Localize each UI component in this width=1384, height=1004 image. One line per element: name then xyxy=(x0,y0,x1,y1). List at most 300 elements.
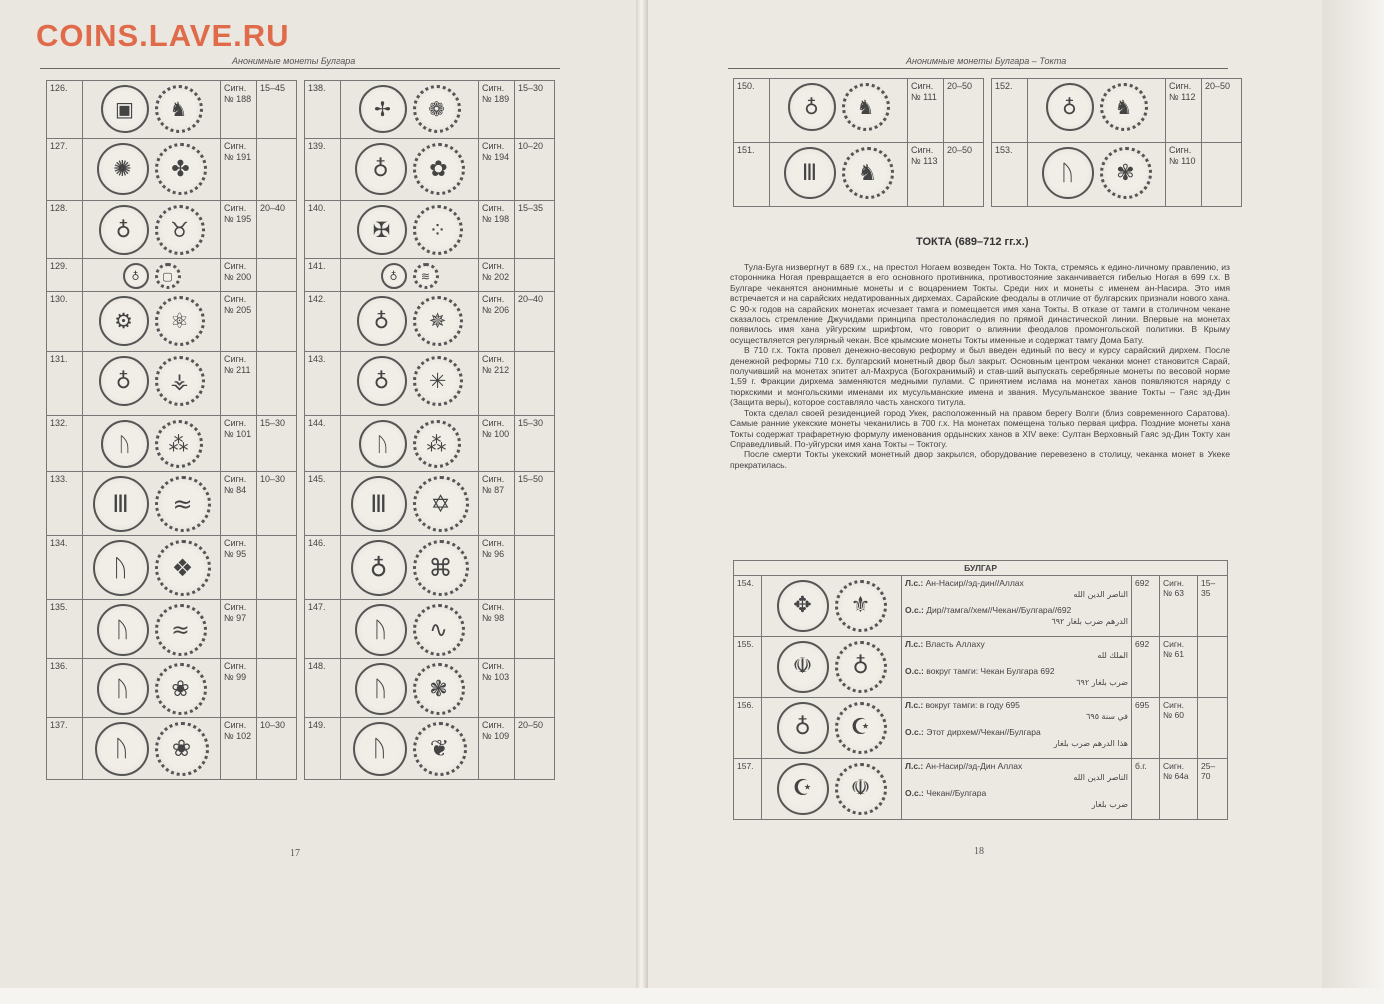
coin-row xyxy=(47,201,555,259)
reference-number: Сигн. № 97 xyxy=(221,600,257,659)
coin-image-cell xyxy=(83,718,221,780)
obverse-arabic: في سنة ٦٩٥ xyxy=(1086,712,1128,721)
coin-obverse-drawing: ♁ xyxy=(788,83,836,131)
coin-obverse-drawing: ♁ xyxy=(99,356,149,406)
reference-number: Сигн. № 206 xyxy=(479,292,515,352)
reverse-arabic: ضرب بلغار ٦٩٢ xyxy=(1076,678,1128,687)
coin-image-cell xyxy=(1028,143,1166,207)
coin-obverse-drawing: Ⅲ xyxy=(351,476,407,532)
coin-reverse-drawing: ▢ xyxy=(155,263,181,289)
column-gap xyxy=(984,143,992,207)
reference-number: Сигн. № 101 xyxy=(221,416,257,472)
coin-row xyxy=(47,472,555,536)
price-range xyxy=(257,352,297,416)
coin-images xyxy=(86,294,217,346)
catalog-number: 147. xyxy=(305,600,341,659)
inscription-cell xyxy=(902,759,1132,820)
coin-row xyxy=(47,718,555,780)
coin-reverse-drawing: ♉ xyxy=(155,205,205,255)
book-spine xyxy=(636,0,648,1004)
obverse-text: Ан-Насир//эд-дин//Аллах xyxy=(925,578,1024,588)
coin-images xyxy=(1031,145,1162,199)
catalog-number: 130. xyxy=(47,292,83,352)
obverse-label: Л.с.: xyxy=(905,639,924,649)
catalog-row xyxy=(734,637,1228,698)
coin-row xyxy=(47,139,555,201)
coin-reverse-drawing: ♞ xyxy=(842,147,894,199)
coin-images xyxy=(86,261,217,289)
coin-reverse-drawing: ♞ xyxy=(1100,83,1148,131)
year: б.г. xyxy=(1132,759,1160,820)
coin-image-cell xyxy=(341,352,479,416)
price-range: 20–50 xyxy=(515,718,555,780)
reference-number: Сигн. № 98 xyxy=(479,600,515,659)
coin-image-cell xyxy=(83,139,221,201)
catalog-number: 150. xyxy=(734,79,770,143)
coin-row xyxy=(734,143,1242,207)
reference-number: Сигн. № 64а xyxy=(1160,759,1198,820)
catalog-number: 140. xyxy=(305,201,341,259)
catalog-number: 154. xyxy=(734,576,762,637)
coin-images xyxy=(765,639,898,693)
left-page-number: 17 xyxy=(290,848,300,859)
coin-image-cell xyxy=(83,659,221,718)
coin-images xyxy=(344,661,475,715)
reverse-arabic: ضرب بلغار xyxy=(1091,800,1128,809)
year: 692 xyxy=(1132,576,1160,637)
left-running-head: Анонимные монеты Булгара xyxy=(232,56,356,66)
price-range xyxy=(257,292,297,352)
coin-image-cell xyxy=(83,292,221,352)
reference-number: Сигн. № 61 xyxy=(1160,637,1198,698)
reference-number: Сигн. № 60 xyxy=(1160,698,1198,759)
reference-number: Сигн. № 212 xyxy=(479,352,515,416)
obverse-arabic: الناصر الدين الله xyxy=(1073,773,1128,782)
coin-image-cell xyxy=(762,698,902,759)
coin-image-cell xyxy=(762,576,902,637)
catalog-number: 146. xyxy=(305,536,341,600)
obverse-label: Л.с.: xyxy=(905,761,924,771)
coin-images xyxy=(344,538,475,596)
coin-row xyxy=(47,659,555,718)
reverse-arabic: الدرهم ضرب بلغار ٦٩٢ xyxy=(1051,617,1128,626)
coin-obverse-drawing: ▣ xyxy=(101,85,149,133)
coin-images xyxy=(344,474,475,532)
coin-image-cell xyxy=(762,759,902,820)
price-range: 25–70 xyxy=(1198,759,1228,820)
price-range: 20–40 xyxy=(257,201,297,259)
coin-reverse-drawing: ⌘ xyxy=(413,540,469,596)
coin-reverse-drawing: ♞ xyxy=(842,83,890,131)
catalog-number: 128. xyxy=(47,201,83,259)
coin-obverse-drawing: ♁ xyxy=(351,540,407,596)
catalog-number: 136. xyxy=(47,659,83,718)
coin-images xyxy=(344,261,475,289)
price-range xyxy=(515,536,555,600)
reverse-label: О.с.: xyxy=(905,605,924,615)
coin-reverse-drawing: ❁ xyxy=(413,85,461,133)
right-head-rule xyxy=(728,68,1228,69)
left-coin-table xyxy=(46,80,555,780)
coin-reverse-drawing: ⁂ xyxy=(413,420,461,468)
catalog-number: 135. xyxy=(47,600,83,659)
catalog-number: 148. xyxy=(305,659,341,718)
coin-reverse-drawing: ❃ xyxy=(413,663,465,715)
coin-images xyxy=(344,602,475,656)
column-gap xyxy=(297,292,305,352)
coin-images xyxy=(1031,81,1162,131)
catalog-number: 127. xyxy=(47,139,83,201)
reference-number: Сигн. № 96 xyxy=(479,536,515,600)
obverse-description xyxy=(905,639,1128,649)
coin-obverse-drawing: ♁ xyxy=(357,296,407,346)
coin-image-cell xyxy=(83,81,221,139)
column-gap xyxy=(297,81,305,139)
price-range: 10–20 xyxy=(515,139,555,201)
coin-row xyxy=(47,536,555,600)
coin-image-cell xyxy=(83,352,221,416)
coin-image-cell xyxy=(1028,79,1166,143)
column-gap xyxy=(297,352,305,416)
catalog-number: 152. xyxy=(992,79,1028,143)
catalog-row xyxy=(734,759,1228,820)
reference-number: Сигн. № 202 xyxy=(479,259,515,292)
reverse-label: О.с.: xyxy=(905,788,924,798)
coin-images xyxy=(86,418,217,468)
coin-obverse-drawing: ᚢ xyxy=(95,722,149,776)
coin-reverse-drawing: ⚶ xyxy=(155,356,205,406)
coin-row xyxy=(734,79,1242,143)
coin-obverse-drawing: ♁ xyxy=(777,702,829,754)
catalog-number: 141. xyxy=(305,259,341,292)
coin-image-cell xyxy=(83,416,221,472)
obverse-text: вокруг тамги: в году 695 xyxy=(925,700,1020,710)
price-range: 20–40 xyxy=(515,292,555,352)
catalog-number: 138. xyxy=(305,81,341,139)
coin-reverse-drawing: ✵ xyxy=(413,296,463,346)
price-range: 20–50 xyxy=(1202,79,1242,143)
reverse-description xyxy=(905,788,1128,798)
coin-reverse-drawing: ✿ xyxy=(413,143,465,195)
coin-images xyxy=(86,203,217,255)
right-running-head: Анонимные монеты Булгара – Токта xyxy=(906,56,1067,66)
catalog-number: 157. xyxy=(734,759,762,820)
coin-obverse-drawing: ☪ xyxy=(777,763,829,815)
coin-reverse-drawing: ❦ xyxy=(413,722,467,776)
catalog-number: 156. xyxy=(734,698,762,759)
reference-number: Сигн. № 111 xyxy=(908,79,944,143)
paragraph: Токта сделал своей резиденцией город Укек, расположенный на правом берегу Волги (близ современного Саратова). Самые ранние укекские монеты чеканились в 700 г.х. На монетах помещена только первая цифра. Поздние монеты хана Токты содержат трафаретную формулу именования ордынских ханов в XIV веке: Султан Верховный Гаяс эд-Дин Токту хан Справедливый. По-уйгурски имя хана Токты – Токтогу. xyxy=(730,407,1230,449)
reference-number: Сигн. № 195 xyxy=(221,201,257,259)
price-range: 15–35 xyxy=(515,201,555,259)
scan-margin xyxy=(0,988,1384,1004)
catalog-number: 134. xyxy=(47,536,83,600)
reverse-text: Этот дирхем//Чекан//Булгара xyxy=(926,727,1041,737)
coin-image-cell xyxy=(341,600,479,659)
reference-number: Сигн. № 198 xyxy=(479,201,515,259)
obverse-description xyxy=(905,700,1128,710)
column-gap xyxy=(297,139,305,201)
catalog-row xyxy=(734,576,1228,637)
obverse-label: Л.с.: xyxy=(905,578,924,588)
coin-images xyxy=(344,141,475,195)
coin-obverse-drawing: ♁ xyxy=(1046,83,1094,131)
coin-image-cell xyxy=(83,201,221,259)
coin-obverse-drawing: Ⅲ xyxy=(93,476,149,532)
inscription-cell xyxy=(902,576,1132,637)
price-range: 15–30 xyxy=(515,81,555,139)
coin-reverse-drawing: ✡ xyxy=(413,476,469,532)
price-range xyxy=(257,259,297,292)
coin-obverse-drawing: ✺ xyxy=(97,143,149,195)
catalog-number: 139. xyxy=(305,139,341,201)
coin-row xyxy=(47,416,555,472)
coin-reverse-drawing: ⚜ xyxy=(835,580,887,632)
right-coin-table xyxy=(733,78,1242,207)
catalog-number: 133. xyxy=(47,472,83,536)
column-gap xyxy=(297,718,305,780)
coin-reverse-drawing: ⁘ xyxy=(413,205,463,255)
coin-obverse-drawing: ♁ xyxy=(123,263,149,289)
reverse-label: О.с.: xyxy=(905,727,924,737)
catalog-number: 137. xyxy=(47,718,83,780)
coin-images xyxy=(344,83,475,133)
coin-obverse-drawing: ✥ xyxy=(777,580,829,632)
price-range xyxy=(1202,143,1242,207)
price-range: 15–35 xyxy=(1198,576,1228,637)
coin-reverse-drawing: ☫ xyxy=(835,763,887,815)
coin-images xyxy=(344,354,475,406)
price-range: 15–30 xyxy=(515,416,555,472)
coin-reverse-drawing: ≋ xyxy=(413,263,439,289)
coin-obverse-drawing: ♁ xyxy=(381,263,407,289)
price-range: 15–50 xyxy=(515,472,555,536)
coin-image-cell xyxy=(83,536,221,600)
coin-obverse-drawing: ♁ xyxy=(355,143,407,195)
coin-images xyxy=(765,700,898,754)
coin-row xyxy=(47,292,555,352)
reverse-arabic: هذا الدرهم ضرب بلغار xyxy=(1053,739,1128,748)
coin-reverse-drawing: ⁂ xyxy=(155,420,203,468)
price-range: 20–50 xyxy=(944,79,984,143)
coin-obverse-drawing: ᚢ xyxy=(101,420,149,468)
coin-reverse-drawing: ≈ xyxy=(155,604,207,656)
reference-number: Сигн. № 102 xyxy=(221,718,257,780)
coin-image-cell xyxy=(341,201,479,259)
price-range xyxy=(257,139,297,201)
inscription-cell xyxy=(902,637,1132,698)
obverse-text: Ан-Насир//эд-Дин Аллах xyxy=(925,761,1023,771)
section-title: ТОКТА (689–712 гг.х.) xyxy=(916,236,1029,248)
reference-number: Сигн. № 99 xyxy=(221,659,257,718)
year: 692 xyxy=(1132,637,1160,698)
paragraph: В 710 г.х. Токта провел денежно-весовую реформу и был введен единый по весу и курсу сарайский дирхем. После денежной реформы 710 г.х. булгарский монетный двор был закрыт. Основным центром чеканки монет становится Сарай, получивший на монетах эпитет ал-Махруса (Богохранимый) и став-ший выпускать серебряные монеты по весовой норме 1,59 г. Фракции дирхема заменяются медными пулами. С принятием ислама на монетах ханов появляются наряду с тюркскими и монгольскими именами их мусульманские имена и звания. Мусульманское звание Токты – Гаяс эд-Дин (Защита веры), которое составляло часть ханского титула. xyxy=(730,345,1230,408)
price-range xyxy=(515,352,555,416)
coin-images xyxy=(86,354,217,406)
coin-row xyxy=(47,352,555,416)
coin-obverse-drawing: ᚢ xyxy=(97,663,149,715)
column-gap xyxy=(297,472,305,536)
reference-number: Сигн. № 84 xyxy=(221,472,257,536)
coin-obverse-drawing: ᚢ xyxy=(1042,147,1094,199)
coin-obverse-drawing: ᚢ xyxy=(93,540,149,596)
reference-number: Сигн. № 100 xyxy=(479,416,515,472)
catalog-number: 149. xyxy=(305,718,341,780)
coin-obverse-drawing: ☫ xyxy=(777,641,829,693)
catalog-number: 142. xyxy=(305,292,341,352)
left-head-rule xyxy=(40,68,560,69)
coin-reverse-drawing: ♞ xyxy=(155,85,203,133)
site-watermark: COINS.LAVE.RU xyxy=(36,18,290,53)
reference-number: Сигн. № 109 xyxy=(479,718,515,780)
coin-image-cell xyxy=(762,637,902,698)
obverse-label: Л.с.: xyxy=(905,700,924,710)
coin-reverse-drawing: ☪ xyxy=(835,702,887,754)
coin-image-cell xyxy=(770,79,908,143)
coin-image-cell xyxy=(341,472,479,536)
reference-number: Сигн. № 63 xyxy=(1160,576,1198,637)
reverse-text: вокруг тамги: Чекан Булгара 692 xyxy=(926,666,1055,676)
reference-number: Сигн. № 211 xyxy=(221,352,257,416)
reference-number: Сигн. № 200 xyxy=(221,259,257,292)
coin-images xyxy=(344,203,475,255)
catalog-number: 151. xyxy=(734,143,770,207)
coin-image-cell xyxy=(770,143,908,207)
coin-obverse-drawing: ᚢ xyxy=(97,604,149,656)
coin-image-cell xyxy=(341,139,479,201)
coin-images xyxy=(773,145,904,199)
price-range: 15–45 xyxy=(257,81,297,139)
bulgar-catalog-table xyxy=(733,560,1228,820)
coin-reverse-drawing: ♁ xyxy=(835,641,887,693)
catalog-header: БУЛГАР xyxy=(734,561,1228,576)
coin-image-cell xyxy=(341,659,479,718)
coin-images xyxy=(344,720,475,776)
coin-image-cell xyxy=(341,718,479,780)
coin-images xyxy=(86,141,217,195)
coin-images xyxy=(765,578,898,632)
coin-images xyxy=(86,720,217,776)
reverse-text: Чекан//Булгара xyxy=(926,788,987,798)
catalog-number: 143. xyxy=(305,352,341,416)
coin-image-cell xyxy=(83,600,221,659)
price-range: 15–30 xyxy=(257,416,297,472)
reference-number: Сигн. № 87 xyxy=(479,472,515,536)
coin-image-cell xyxy=(341,81,479,139)
coin-obverse-drawing: ᚢ xyxy=(355,604,407,656)
reference-number: Сигн. № 189 xyxy=(479,81,515,139)
coin-image-cell xyxy=(83,259,221,292)
coin-reverse-drawing: ≈ xyxy=(155,476,211,532)
coin-images xyxy=(86,602,217,656)
price-range: 10–30 xyxy=(257,472,297,536)
coin-reverse-drawing: ❖ xyxy=(155,540,211,596)
year: 695 xyxy=(1132,698,1160,759)
catalog-number: 126. xyxy=(47,81,83,139)
coin-images xyxy=(86,661,217,715)
price-range xyxy=(257,659,297,718)
coin-reverse-drawing: ✤ xyxy=(155,143,207,195)
coin-images xyxy=(344,294,475,346)
catalog-number: 144. xyxy=(305,416,341,472)
catalog-number: 129. xyxy=(47,259,83,292)
reverse-label: О.с.: xyxy=(905,666,924,676)
price-range xyxy=(515,600,555,659)
obverse-description xyxy=(905,578,1128,588)
coin-images xyxy=(773,81,904,131)
reference-number: Сигн. № 188 xyxy=(221,81,257,139)
coin-image-cell xyxy=(341,292,479,352)
coin-obverse-drawing: ✠ xyxy=(357,205,407,255)
column-gap xyxy=(297,659,305,718)
coin-images xyxy=(765,761,898,815)
reference-number: Сигн. № 112 xyxy=(1166,79,1202,143)
price-range xyxy=(257,600,297,659)
coin-images xyxy=(86,474,217,532)
catalog-number: 155. xyxy=(734,637,762,698)
coin-obverse-drawing: ✢ xyxy=(359,85,407,133)
coin-reverse-drawing: ∿ xyxy=(413,604,465,656)
catalog-row xyxy=(734,698,1228,759)
paragraph: После смерти Токты укекский монетный двор закрылся, оборудование перевезено в столицу, чеканка монет в Укеке прекратилась. xyxy=(730,449,1230,470)
column-gap xyxy=(297,536,305,600)
coin-reverse-drawing: ✾ xyxy=(1100,147,1152,199)
price-range xyxy=(515,659,555,718)
catalog-number: 131. xyxy=(47,352,83,416)
reference-number: Сигн. № 110 xyxy=(1166,143,1202,207)
catalog-number: 145. xyxy=(305,472,341,536)
column-gap xyxy=(297,259,305,292)
right-page-number: 18 xyxy=(974,846,984,857)
reference-number: Сигн. № 103 xyxy=(479,659,515,718)
price-range xyxy=(1198,698,1228,759)
price-range xyxy=(515,259,555,292)
reverse-description xyxy=(905,605,1128,615)
reference-number: Сигн. № 191 xyxy=(221,139,257,201)
coin-images xyxy=(86,538,217,596)
reverse-text: Дир//тамга//хем//Чекан//Булгара//692 xyxy=(926,605,1072,615)
coin-reverse-drawing: ❀ xyxy=(155,663,207,715)
column-gap xyxy=(297,201,305,259)
coin-row xyxy=(47,81,555,139)
coin-row xyxy=(47,259,555,292)
coin-images xyxy=(86,83,217,133)
reference-number: Сигн. № 205 xyxy=(221,292,257,352)
coin-image-cell xyxy=(341,259,479,292)
reverse-description xyxy=(905,666,1128,676)
reverse-description xyxy=(905,727,1128,737)
inscription-cell xyxy=(902,698,1132,759)
column-gap xyxy=(297,600,305,659)
obverse-arabic: الملك لله xyxy=(1097,651,1128,660)
coin-obverse-drawing: ᚢ xyxy=(353,722,407,776)
coin-images xyxy=(344,418,475,468)
body-text xyxy=(730,262,1230,470)
obverse-text: Власть Аллаху xyxy=(925,639,985,649)
coin-obverse-drawing: ♁ xyxy=(99,205,149,255)
coin-reverse-drawing: ⚛ xyxy=(155,296,205,346)
reference-number: Сигн. № 194 xyxy=(479,139,515,201)
price-range xyxy=(257,536,297,600)
coin-image-cell xyxy=(341,536,479,600)
column-gap xyxy=(297,416,305,472)
column-gap xyxy=(984,79,992,143)
coin-obverse-drawing: ⚙ xyxy=(99,296,149,346)
coin-row xyxy=(47,600,555,659)
catalog-number: 153. xyxy=(992,143,1028,207)
coin-image-cell xyxy=(83,472,221,536)
coin-obverse-drawing: ᚢ xyxy=(359,420,407,468)
